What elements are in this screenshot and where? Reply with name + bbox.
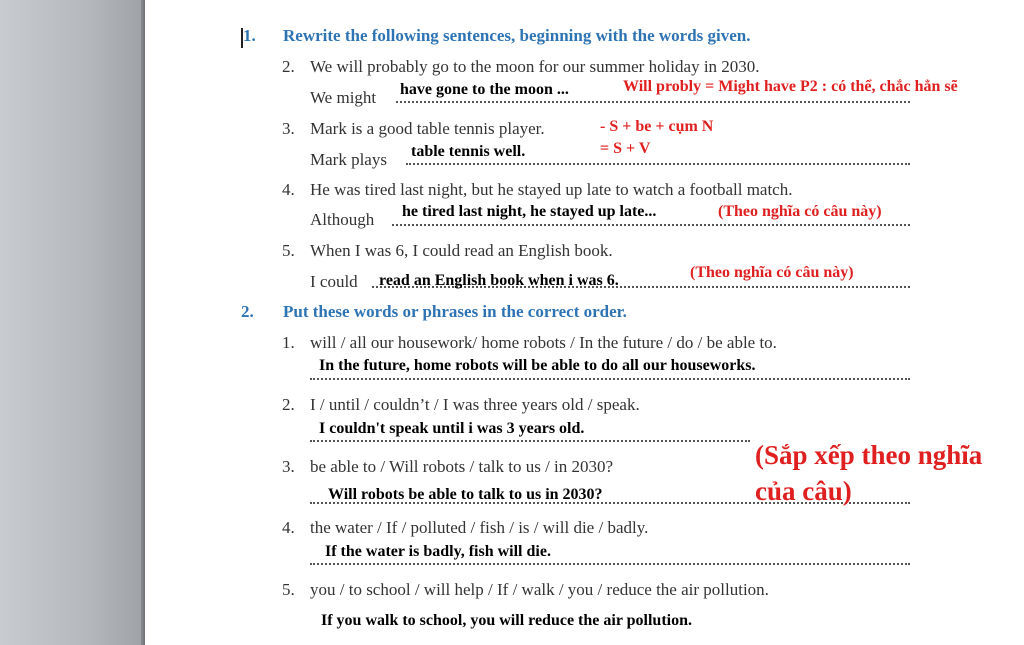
s1-item5-number: 5.: [282, 241, 295, 260]
s1-item4-sentence: He was tired last night, but he stayed up late to watch a football match.: [310, 180, 793, 199]
s1-item4-note: (Theo nghĩa có câu này): [718, 203, 882, 220]
s1-item3-note-line2: = S + V: [600, 140, 651, 157]
s1-item2-answer-line: [396, 101, 910, 103]
s1-item3-answer-line: [406, 163, 910, 165]
s2-item1-answer: In the future, home robots will be able to do all our houseworks.: [319, 357, 756, 374]
s1-item2-sentence: We will probably go to the moon for our summer holiday in 2030.: [310, 57, 760, 76]
s2-item2-number: 2.: [282, 395, 295, 414]
s2-item3-number: 3.: [282, 457, 295, 476]
s1-item4-answer: he tired last night, he stayed up late...: [402, 203, 657, 220]
s1-item2-answer: have gone to the moon ...: [400, 81, 569, 98]
s2-item4-answer: If the water is badly, fish will die.: [325, 543, 551, 560]
s2-item4-answer-line: [310, 563, 910, 565]
section2-number: 2.: [241, 302, 254, 321]
document-page[interactable]: [145, 0, 1024, 645]
s2-item1-number: 1.: [282, 333, 295, 352]
s1-item4-prompt: Although: [310, 210, 375, 229]
s2-item3-prompt: be able to / Will robots / talk to us / in 2030?: [310, 457, 614, 476]
s1-item2-prompt: We might: [310, 88, 377, 107]
s1-item4-answer-line: [392, 224, 910, 226]
s2-item3-answer: Will robots be able to talk to us in 2030?: [328, 486, 603, 503]
s2-item2-prompt: I / until / couldn’t / I was three years old / speak.: [310, 395, 640, 414]
s1-item3-sentence: Mark is a good table tennis player.: [310, 119, 545, 138]
s2-side-note: (Sắp xếp theo nghĩa của câu): [755, 440, 983, 506]
s1-item3-number: 3.: [282, 119, 295, 138]
s2-item5-answer: If you walk to school, you will reduce the air pollution.: [321, 612, 692, 629]
s2-item2-answer: I couldn't speak until i was 3 years old.: [319, 420, 585, 437]
s1-item5-sentence: When I was 6, I could read an English book.: [310, 241, 613, 260]
s2-item5-prompt: you / to school / will help / If / walk / you / reduce the air pollution.: [310, 580, 769, 599]
s1-item5-note: (Theo nghĩa có câu này): [690, 264, 854, 281]
s1-item2-number: 2.: [282, 57, 295, 76]
s1-item4-number: 4.: [282, 180, 295, 199]
s1-item5-answer: read an English book when i was 6.: [379, 272, 619, 289]
section1-title: Rewrite the following sentences, beginning with the words given.: [283, 26, 751, 45]
s1-item3-answer: table tennis well.: [411, 143, 526, 160]
s2-item1-prompt: will / all our housework/ home robots / In the future / do / be able to.: [310, 333, 777, 352]
s2-item5-number: 5.: [282, 580, 295, 599]
s2-item2-answer-line: [310, 440, 750, 442]
s1-item2-note: Will probly = Might have P2 : có thể, chắc hẳn sẽ: [623, 78, 958, 95]
page-gutter: [0, 0, 145, 645]
section2-title: Put these words or phrases in the correct order.: [283, 302, 627, 321]
s1-item3-note-line1: - S + be + cụm N: [600, 118, 714, 135]
s1-item3-prompt: Mark plays: [310, 150, 387, 169]
s2-item4-prompt: the water / If / polluted / fish / is / will die / badly.: [310, 518, 649, 537]
s2-item4-number: 4.: [282, 518, 295, 537]
section1-number: 1.: [243, 26, 256, 45]
s1-item5-prompt: I could: [310, 272, 358, 291]
s2-item1-answer-line: [310, 378, 910, 380]
